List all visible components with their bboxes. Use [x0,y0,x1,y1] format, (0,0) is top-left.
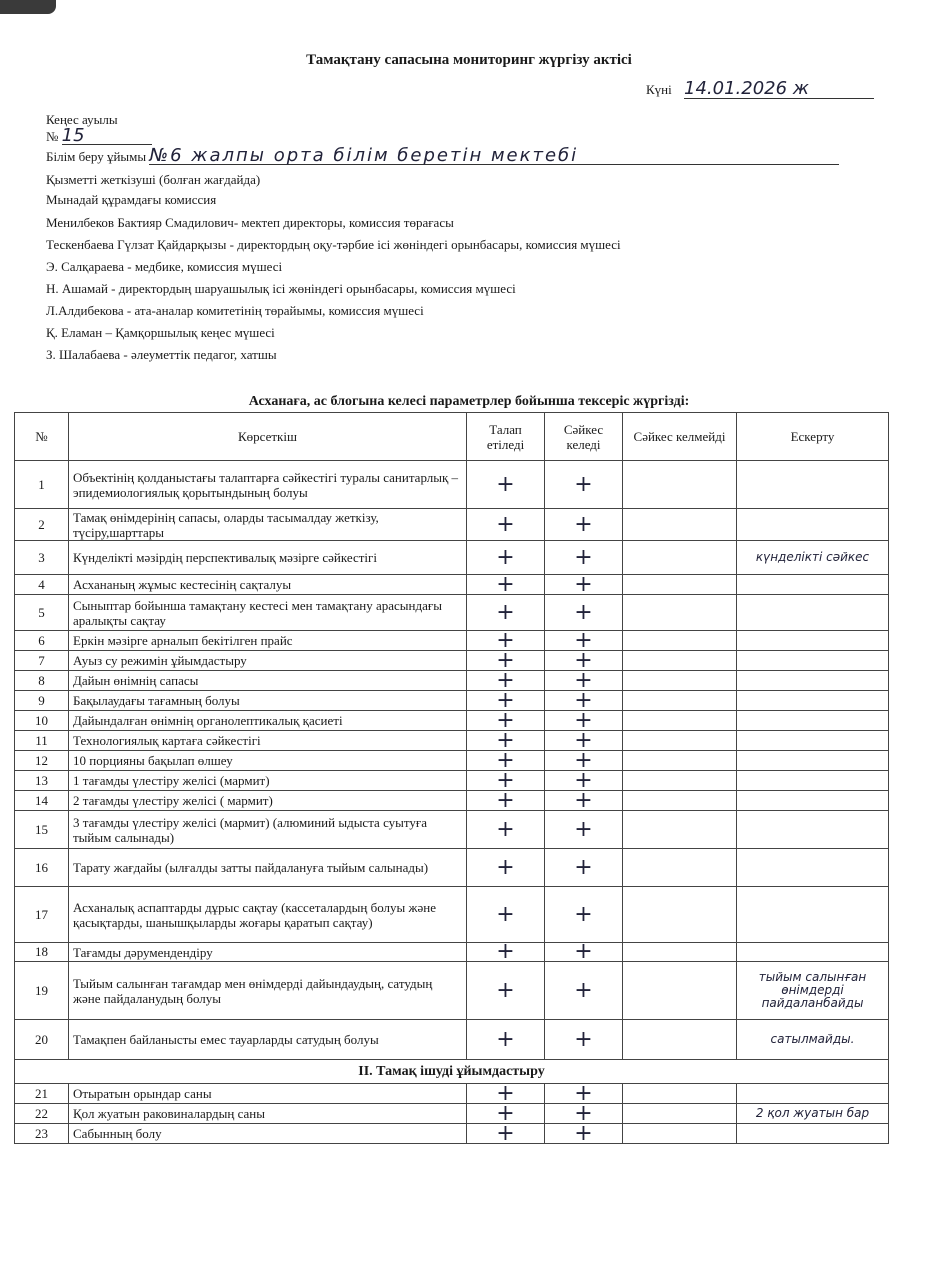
row-note [737,509,889,541]
row-note [737,811,889,849]
row-required-mark: + [467,962,545,1020]
row-not-matches-mark [623,791,737,811]
date-value: 14.01.2026 ж [684,80,874,99]
row-indicator: Сыныптар бойынша тамақтану кестесі мен тамақтану арасындағы аралықты сақтау [69,595,467,631]
row-not-matches-mark [623,711,737,731]
row-number: 12 [15,751,69,771]
row-indicator: Тарату жағдайы (ылғалды затты пайдалануға тыйым салынады) [69,849,467,887]
row-number: 3 [15,541,69,575]
row-indicator: 2 тағамды үлестіру желісі ( мармит) [69,791,467,811]
row-number: 5 [15,595,69,631]
row-indicator: Асхананың жұмыс кестесінің сақталуы [69,575,467,595]
table-row [15,691,889,711]
row-matches-mark: + [545,811,623,849]
row-matches-mark: + [545,791,623,811]
row-note [737,711,889,731]
row-indicator: Асханалық аспаптарды дұрыс сақтау (кассеталардың болуы және қасықтарды, шанышқыларды жоғары қаратып сақтау) [69,887,467,943]
table-row [15,962,889,1020]
row-not-matches-mark [623,1084,737,1104]
header-matches: Сәйкес келеді [545,413,623,461]
org-value: №6 жалпы орта білім беретін мектебі [149,148,839,165]
table-row [15,943,889,962]
date-label: Күні [646,82,672,97]
row-indicator: 3 тағамды үлестіру желісі (мармит) (алюминий ыдыста суытуға тыйым салынады) [69,811,467,849]
row-required-mark: + [467,1124,545,1144]
row-indicator: Сабынның болу [69,1124,467,1144]
table-row [15,791,889,811]
row-required-mark: + [467,671,545,691]
number-value: 15 [62,128,152,145]
row-required-mark: + [467,711,545,731]
row-note: сатылмайды. [737,1020,889,1060]
number-label: № [46,129,59,144]
document-title: Тамақтану сапасына мониторинг жүргізу актісі [306,52,632,68]
row-number: 16 [15,849,69,887]
row-indicator: 1 тағамды үлестіру желісі (мармит) [69,771,467,791]
table-row [15,509,889,541]
table-row [15,651,889,671]
row-number: 22 [15,1104,69,1124]
row-number: 13 [15,771,69,791]
row-not-matches-mark [623,1020,737,1060]
row-not-matches-mark [623,541,737,575]
row-required-mark: + [467,691,545,711]
row-note [737,887,889,943]
row-required-mark: + [467,791,545,811]
row-note [737,1124,889,1144]
row-note [737,1084,889,1104]
row-matches-mark: + [545,651,623,671]
section-title: II. Тамақ ішуді ұйымдастыру [15,1060,889,1084]
row-indicator: Бақылаудағы тағамның болуы [69,691,467,711]
row-required-mark: + [467,887,545,943]
member-5: Л.Алдибекова - ата-аналар комитетінің төрайымы, комиссия мүшесі [46,303,424,318]
row-indicator: Дайындалған өнімнің органолептикалық қасиеті [69,711,467,731]
table-row [15,1124,889,1144]
row-matches-mark: + [545,691,623,711]
row-indicator: Объектінің қолданыстағы талаптарға сәйкестігі туралы санитарлық – эпидемиологиялық қорытындының болуы [69,461,467,509]
row-indicator: Отыратын орындар саны [69,1084,467,1104]
row-matches-mark: + [545,541,623,575]
row-note [737,631,889,651]
header-not-matches: Сәйкес келмейді [623,413,737,461]
table-row [15,751,889,771]
row-note [737,671,889,691]
header-note: Ескерту [737,413,889,461]
row-not-matches-mark [623,771,737,791]
row-indicator: Тағамды дәрумендендіру [69,943,467,962]
row-number: 17 [15,887,69,943]
row-note [737,691,889,711]
row-indicator: Технологиялық картаға сәйкестігі [69,731,467,751]
row-number: 21 [15,1084,69,1104]
row-note [737,791,889,811]
row-matches-mark: + [545,711,623,731]
org-row [46,145,839,166]
row-indicator: Қол жуатын раковиналардың саны [69,1104,467,1124]
row-number: 11 [15,731,69,751]
row-not-matches-mark [623,509,737,541]
row-matches-mark: + [545,1124,623,1144]
row-matches-mark: + [545,887,623,943]
row-indicator: Тыйым салынған тағамдар мен өнімдерді дайындаудың, сатудың және пайдаланудың болуы [69,962,467,1020]
row-number: 8 [15,671,69,691]
row-indicator: Тамақпен байланысты емес тауарларды сатудың болуы [69,1020,467,1060]
row-matches-mark: + [545,1084,623,1104]
table-row [15,631,889,651]
table-row [15,887,889,943]
member-4: Н. Ашамай - директордың шаруашылық ісі жөніндегі орынбасары, комиссия мүшесі [46,281,516,296]
table-row [15,671,889,691]
row-not-matches-mark [623,887,737,943]
row-matches-mark: + [545,943,623,962]
row-required-mark: + [467,1104,545,1124]
row-number: 23 [15,1124,69,1144]
checklist-table [14,412,889,1144]
row-number: 18 [15,943,69,962]
row-not-matches-mark [623,631,737,651]
member-6: Қ. Еламан – Қамқоршылық кеңес мүшесі [46,325,275,340]
row-required-mark: + [467,509,545,541]
row-matches-mark: + [545,1104,623,1124]
row-required-mark: + [467,595,545,631]
row-matches-mark: + [545,631,623,651]
table-row [15,711,889,731]
row-matches-mark: + [545,461,623,509]
row-matches-mark: + [545,849,623,887]
table-row [15,1084,889,1104]
row-not-matches-mark [623,943,737,962]
row-indicator: Ауыз су режимін ұйымдастыру [69,651,467,671]
row-not-matches-mark [623,962,737,1020]
row-required-mark: + [467,849,545,887]
row-number: 15 [15,811,69,849]
header-num: № [15,413,69,461]
row-matches-mark: + [545,962,623,1020]
row-number: 9 [15,691,69,711]
row-indicator: 10 порцияны бақылап өлшеу [69,751,467,771]
row-number: 20 [15,1020,69,1060]
table-row [15,811,889,849]
council-label: Кеңес ауылы [46,112,118,127]
row-not-matches-mark [623,575,737,595]
row-note [737,595,889,631]
row-not-matches-mark [623,849,737,887]
table-row [15,575,889,595]
table-header-row [15,413,889,461]
row-required-mark: + [467,575,545,595]
row-number: 1 [15,461,69,509]
row-note [737,751,889,771]
row-matches-mark: + [545,1020,623,1060]
corner-tab [0,0,56,14]
row-note: күнделікті сәйкес [737,541,889,575]
section-subtitle: Асханаға, ас блогына келесі параметрлер бойынша тексеріс жүргізді: [248,394,690,409]
member-3: Э. Салқараева - медбике, комиссия мүшесі [46,259,283,274]
table-row [15,849,889,887]
row-required-mark: + [467,751,545,771]
table-body [15,461,889,1144]
row-not-matches-mark [623,1104,737,1124]
row-note [737,943,889,962]
row-not-matches-mark [623,671,737,691]
row-matches-mark: + [545,731,623,751]
header-required: Талап етіледі [467,413,545,461]
composition-label: Мынадай құрамдағы комиссия [46,192,217,207]
row-required-mark: + [467,943,545,962]
row-indicator: Күнделікті мәзірдің перспективалық мәзірге сәйкестігі [69,541,467,575]
row-number: 10 [15,711,69,731]
row-number: 2 [15,509,69,541]
row-note [737,461,889,509]
row-required-mark: + [467,731,545,751]
table-row [15,731,889,751]
table-row [15,771,889,791]
row-required-mark: + [467,651,545,671]
row-matches-mark: + [545,771,623,791]
row-required-mark: + [467,1020,545,1060]
row-number: 14 [15,791,69,811]
row-note: тыйым салынған өнімдерді пайдаланбайды [737,962,889,1020]
row-required-mark: + [467,541,545,575]
member-2: Тескенбаева Гүлзат Қайдарқызы - директордың оқу-тәрбие ісі жөніндегі орынбасары, комиссия мүшесі [46,237,621,252]
table-row [15,1104,889,1124]
row-number: 4 [15,575,69,595]
row-note [737,849,889,887]
row-not-matches-mark [623,751,737,771]
org-label: Білім беру ұйымы [46,149,147,164]
row-note: 2 қол жуатын бар [737,1104,889,1124]
member-7: З. Шалабаева - әлеуметтік педагог, хатшы [46,347,277,362]
member-list [46,212,621,366]
row-not-matches-mark [623,651,737,671]
row-matches-mark: + [545,671,623,691]
row-matches-mark: + [545,751,623,771]
row-required-mark: + [467,771,545,791]
table-row [15,461,889,509]
row-required-mark: + [467,811,545,849]
row-note [737,575,889,595]
member-1: Менилбеков Бактияр Смадилович- мектеп директоры, комиссия төрағасы [46,215,454,230]
row-note [737,731,889,751]
table-row [15,1020,889,1060]
row-required-mark: + [467,631,545,651]
row-number: 7 [15,651,69,671]
row-note [737,771,889,791]
row-indicator: Тамақ өнімдерінің сапасы, оларды тасымалдау жеткізу, түсіру,шарттары [69,509,467,541]
row-note [737,651,889,671]
row-not-matches-mark [623,731,737,751]
date-row [646,80,886,99]
table-row [15,595,889,631]
row-not-matches-mark [623,691,737,711]
row-required-mark: + [467,461,545,509]
number-row [46,125,152,146]
row-matches-mark: + [545,509,623,541]
header-indicator: Көрсеткіш [69,413,467,461]
row-required-mark: + [467,1084,545,1104]
row-not-matches-mark [623,461,737,509]
row-indicator: Еркін мәзірге арналып бекітілген прайс [69,631,467,651]
provider-label: Қызметті жеткізуші (болған жағдайда) [46,172,261,187]
table-row [15,541,889,575]
section-row [15,1060,889,1084]
row-number: 6 [15,631,69,651]
row-not-matches-mark [623,811,737,849]
row-not-matches-mark [623,1124,737,1144]
row-number: 19 [15,962,69,1020]
row-matches-mark: + [545,595,623,631]
row-matches-mark: + [545,575,623,595]
row-indicator: Дайын өнімнің сапасы [69,671,467,691]
row-not-matches-mark [623,595,737,631]
